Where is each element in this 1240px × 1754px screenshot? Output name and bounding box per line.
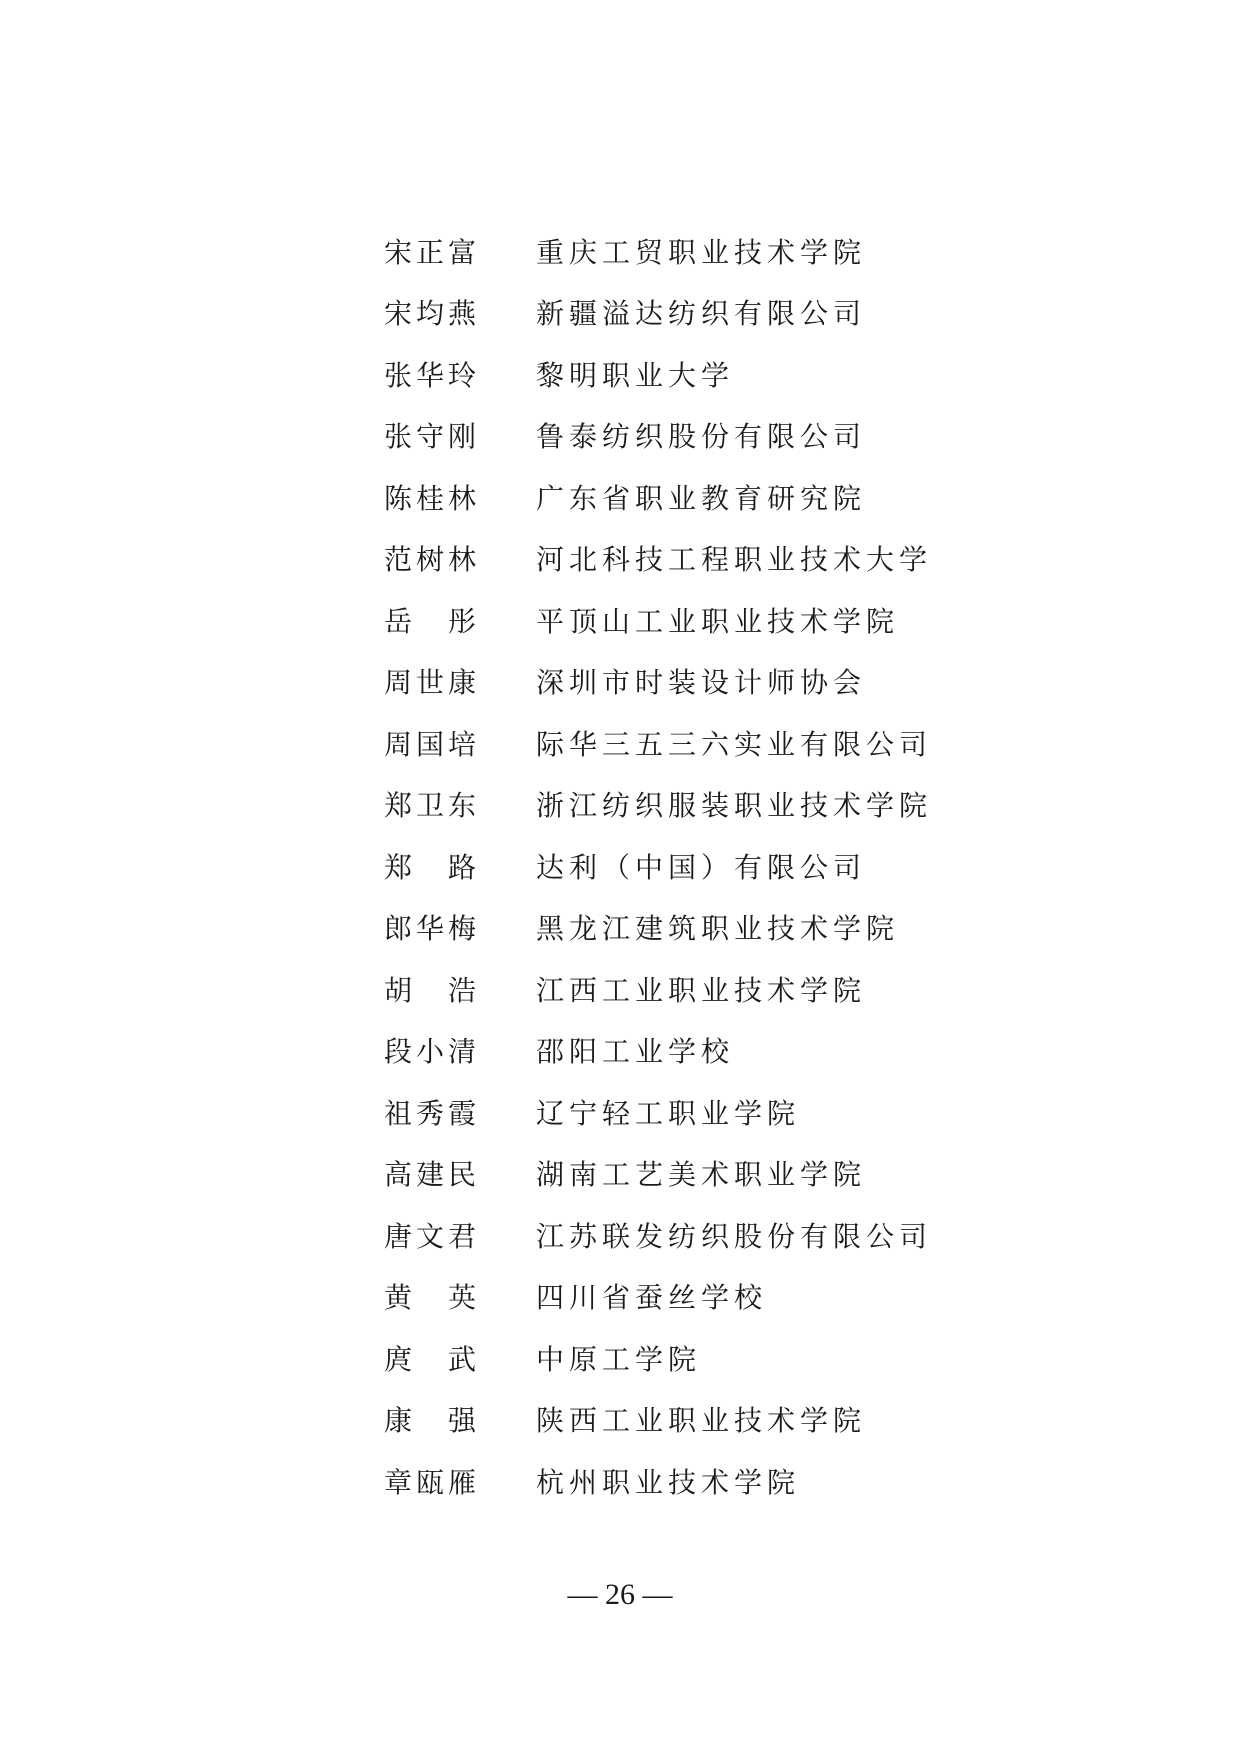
member-organization: 杭州职业技术学院 (536, 1465, 801, 1499)
member-organization: 深圳市时装设计师协会 (536, 666, 867, 700)
member-organization: 江苏联发纺织股份有限公司 (536, 1219, 933, 1253)
list-item (384, 1204, 944, 1266)
member-organization: 湖南工艺美术职业学院 (536, 1158, 867, 1192)
member-organization: 黑龙江建筑职业技术学院 (536, 912, 900, 946)
list-item (384, 282, 944, 344)
member-name: 张守刚 (384, 420, 481, 454)
list-item (384, 1020, 944, 1082)
member-name: 宋均燕 (384, 297, 481, 331)
member-name: 周世康 (384, 666, 481, 700)
member-organization: 新疆溢达纺织有限公司 (536, 297, 867, 331)
member-list (384, 220, 944, 1512)
member-name: 范树林 (384, 543, 481, 577)
list-item (384, 1143, 944, 1205)
list-item (384, 220, 944, 282)
member-name: 祖秀霞 (384, 1096, 481, 1130)
member-name: 高建民 (384, 1158, 481, 1192)
member-name: 郑卫东 (384, 789, 481, 823)
list-item (384, 1389, 944, 1451)
member-name: 庹 武 (384, 1342, 481, 1376)
member-name: 郑 路 (384, 850, 481, 884)
list-item (384, 1450, 944, 1512)
member-name: 张华玲 (384, 358, 481, 392)
list-item (384, 1081, 944, 1143)
member-organization: 中原工学院 (536, 1342, 702, 1376)
member-name: 康 强 (384, 1404, 481, 1438)
list-item (384, 712, 944, 774)
member-organization: 广东省职业教育研究院 (536, 481, 867, 515)
member-organization: 重庆工贸职业技术学院 (536, 235, 867, 269)
member-organization: 达利（中国）有限公司 (536, 850, 867, 884)
member-name: 宋正富 (384, 235, 481, 269)
list-item (384, 343, 944, 405)
list-item (384, 405, 944, 467)
member-organization: 陕西工业职业技术学院 (536, 1404, 867, 1438)
list-item (384, 466, 944, 528)
member-name: 岳 彤 (384, 604, 481, 638)
list-item (384, 589, 944, 651)
member-name: 章瓯雁 (384, 1465, 481, 1499)
member-organization: 平顶山工业职业技术学院 (536, 604, 900, 638)
list-item (384, 1266, 944, 1328)
list-item (384, 528, 944, 590)
member-organization: 际华三五三六实业有限公司 (536, 727, 933, 761)
member-organization: 四川省蚕丝学校 (536, 1281, 768, 1315)
member-organization: 黎明职业大学 (536, 358, 735, 392)
member-name: 郎华梅 (384, 912, 481, 946)
list-item (384, 1327, 944, 1389)
member-name: 唐文君 (384, 1219, 481, 1253)
member-organization: 河北科技工程职业技术大学 (536, 543, 933, 577)
member-name: 周国培 (384, 727, 481, 761)
member-organization: 邵阳工业学校 (536, 1035, 735, 1069)
member-organization: 鲁泰纺织股份有限公司 (536, 420, 867, 454)
member-name: 黄 英 (384, 1281, 481, 1315)
member-organization: 浙江纺织服装职业技术学院 (536, 789, 933, 823)
list-item (384, 958, 944, 1020)
list-item (384, 651, 944, 713)
member-organization: 江西工业职业技术学院 (536, 973, 867, 1007)
member-name: 胡 浩 (384, 973, 481, 1007)
member-name: 段小清 (384, 1035, 481, 1069)
list-item (384, 774, 944, 836)
member-organization: 辽宁轻工职业学院 (536, 1096, 801, 1130)
list-item (384, 897, 944, 959)
list-item (384, 835, 944, 897)
member-name: 陈桂林 (384, 481, 481, 515)
page-number: — 26 — (567, 1578, 673, 1611)
